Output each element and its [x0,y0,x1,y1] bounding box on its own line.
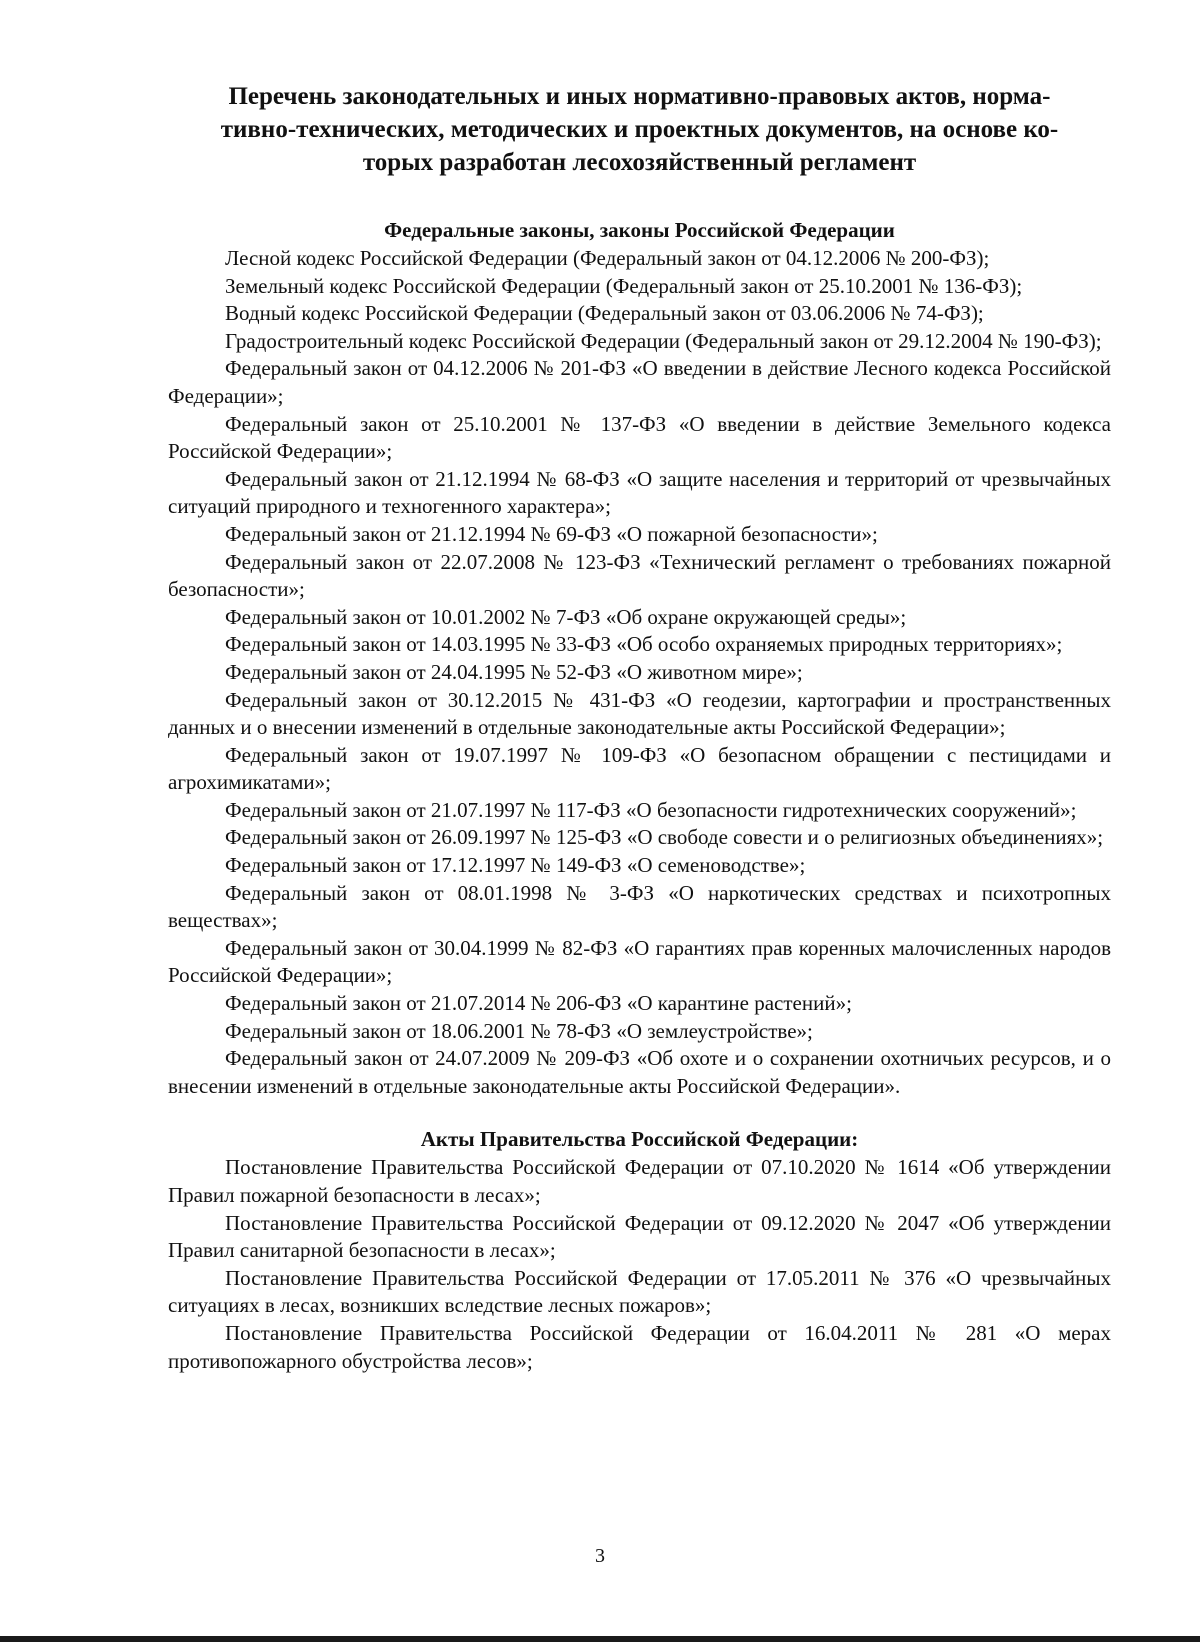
list-item: Федеральный закон от 21.07.2014 № 206-ФЗ «О карантине растений»; [225,991,852,1016]
list-item: Постановление Правительства Российской Федерации от 09.12.2020 № 2047 «Об утверждении Правил санитарной безопасности в лесах»; [168,1210,1111,1263]
list-item: Лесной кодекс Российской Федерации (Федеральный закон от 04.12.2006 № 200-ФЗ); [225,246,990,270]
list-item: Федеральный закон от 21.12.1994 № 69-ФЗ «О пожарной безопасности»; [225,521,878,546]
list-item: Федеральный закон от 21.07.1997 № 117-ФЗ «О безопасности гидротехнических сооружений»; [225,797,1077,822]
list-item: Федеральный закон от 21.12.1994 № 68-ФЗ «О защите населения и территорий от чрезвычайных ситуаций природного и техногенного характера»; [168,466,1111,519]
list-item: Земельный кодекс Российской Федерации (Федеральный закон от 25.10.2001 № 136-ФЗ); [225,273,1023,298]
list-item: Федеральный закон от 19.07.1997 № 109-ФЗ «О безопасном обращении с пестицидами и агрохимикатами»; [168,742,1111,795]
document-title [168,80,1111,179]
page-number: 3 [595,1545,605,1567]
scan-edge-bar [0,1636,1200,1642]
title-line-1: Перечень законодательных и иных нормативно-правовых актов, норма- [228,83,1051,110]
list-item: Федеральный закон от 30.04.1999 № 82-ФЗ «О гарантиях прав коренных малочисленных народов Российской Федерации»; [168,935,1111,988]
list-item: Водный кодекс Российской Федерации (Федеральный закон от 03.06.2006 № 74-ФЗ); [225,301,984,326]
list-item: Федеральный закон от 30.12.2015 № 431-ФЗ «О геодезии, картографии и пространственных данных и о внесении изменений в отдельные законодательные акты Российской Федерации»; [168,687,1111,740]
section-heading-government-acts: Акты Правительства Российской Федерации: [420,1127,859,1152]
list-item: Федеральный закон от 26.09.1997 № 125-ФЗ «О свободе совести и о религиозных объединениях»; [225,825,1104,850]
list-item: Постановление Правительства Российской Федерации от 07.10.2020 № 1614 «Об утверждении Правил пожарной безопасности в лесах»; [168,1155,1111,1207]
list-item: Федеральный закон от 14.03.1995 № 33-ФЗ «Об особо охраняемых природных территориях»; [225,632,1063,657]
list-item: Постановление Правительства Российской Федерации от 16.04.2011 № 281 «О мерах противопожарного обустройства лесов»; [168,1320,1111,1373]
list-item: Федеральный закон от 24.04.1995 № 52-ФЗ «О животном мире»; [225,659,803,684]
list-item: Федеральный закон от 24.07.2009 № 209-ФЗ «Об охоте и о сохранении охотничьих ресурсов, и о внесении изменений в отдельные законодательные акты Российской Федерации». [168,1046,1111,1098]
document-page [168,80,1111,1375]
title-line-2: тивно-технических, методических и проектных документов, на основе ко- [220,116,1059,143]
section-heading-federal-laws: Федеральные законы, законы Российской Федерации [384,218,895,242]
list-item: Федеральный закон от 18.06.2001 № 78-ФЗ «О землеустройстве»; [225,1018,813,1043]
list-item: Федеральный закон от 17.12.1997 № 149-ФЗ «О семеноводстве»; [225,853,806,878]
list-item: Федеральный закон от 22.07.2008 № 123-ФЗ «Технический регламент о требованиях пожарной безопасности»; [168,549,1111,602]
government-acts-list [168,1154,1111,1375]
federal-laws-list [168,245,1111,1100]
list-item: Федеральный закон от 25.10.2001 № 137-ФЗ «О введении в действие Земельного кодекса Российской Федерации»; [168,411,1111,464]
list-item: Постановление Правительства Российской Федерации от 17.05.2011 № 376 «О чрезвычайных ситуациях в лесах, возникших вследствие лесных пожаров»; [168,1265,1111,1318]
list-item: Градостроительный кодекс Российской Федерации (Федеральный закон от 29.12.2004 № 190-ФЗ); [225,328,1102,353]
title-line-3: торых разработан лесохозяйственный регламент [362,149,917,176]
list-item: Федеральный закон от 08.01.1998 № 3-ФЗ «О наркотических средствах и психотропных веществах»; [168,880,1111,933]
list-item: Федеральный закон от 04.12.2006 № 201-ФЗ «О введении в действие Лесного кодекса Российской Федерации»; [168,356,1111,408]
list-item: Федеральный закон от 10.01.2002 № 7-ФЗ «Об охране окружающей среды»; [225,604,907,629]
